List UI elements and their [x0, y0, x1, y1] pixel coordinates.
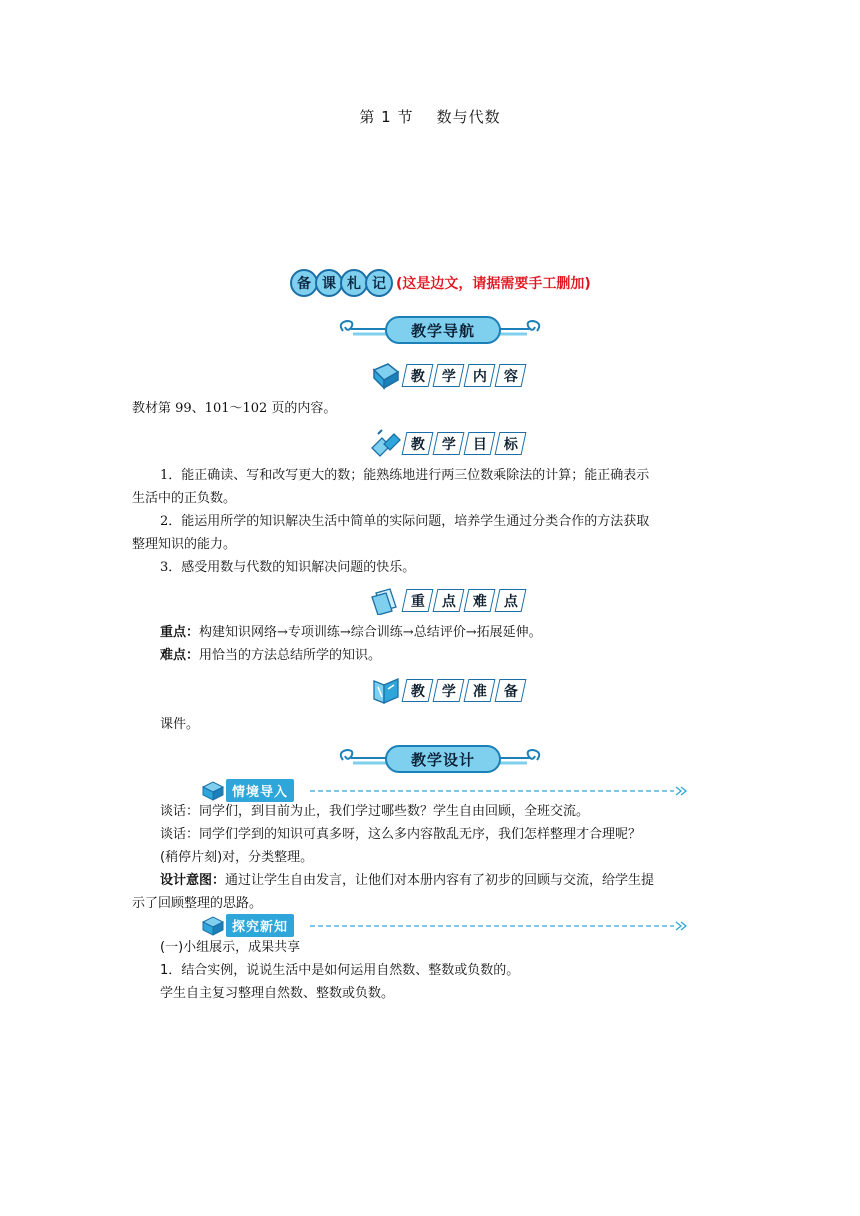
explore-line: 学生自主复习整理自然数、整数或负数。 [160, 986, 395, 1001]
tag-label: 情境导入 [226, 779, 294, 802]
design-intent-line: 示了回顾整理的思路。 [132, 896, 263, 911]
goal-line: 整理知识的能力。 [132, 537, 237, 552]
bubble-char: 课 [315, 269, 343, 297]
difficulty-text: 用恰当的方法总结所学的知识。 [199, 648, 382, 663]
cube-icon [200, 914, 226, 936]
dashed-line-arrow-icon [310, 786, 690, 796]
section-char: 点 [495, 589, 527, 612]
page-title [0, 106, 860, 127]
difficulty-line [160, 644, 760, 667]
goals-list [132, 464, 732, 579]
difficulty-label: 难点： [160, 648, 200, 663]
intro-line: 谈话：同学们学到的知识可真多呀，这么多内容散乱无序，我们怎样整理才合理呢？ [160, 827, 642, 842]
dashed-line-arrow-icon [310, 921, 690, 931]
section-char: 学 [433, 679, 465, 702]
tag-explore-new [200, 914, 294, 936]
section-char: 重 [402, 589, 434, 612]
section-char: 教 [402, 432, 434, 455]
design-intent-line [132, 869, 732, 892]
section-char: 内 [464, 364, 496, 387]
section-teaching-content [370, 360, 528, 390]
key-text: 构建知识网络→专项训练→综合训练→总结评价→拓展延伸。 [199, 625, 542, 640]
pen-books-icon [370, 428, 402, 458]
section-topic: 数与代数 [436, 108, 501, 126]
section-char: 学 [433, 432, 465, 455]
prep-text: 课件。 [160, 717, 200, 732]
section-char: 目 [464, 432, 496, 455]
explore-block [160, 936, 740, 1005]
banner-teaching-design [335, 742, 545, 774]
section-char: 备 [495, 679, 527, 702]
banner-title: 教学导航 [385, 316, 501, 344]
key-line [160, 621, 760, 644]
intro-block [160, 800, 740, 869]
section-char: 点 [433, 589, 465, 612]
section-teaching-goals [370, 428, 528, 458]
prep-text-block [160, 713, 760, 736]
goal-line: 1．能正确读、写和改写更大的数；能熟练地进行两三位数乘除法的计算；能正确表示 [160, 468, 650, 483]
key-label: 重点： [160, 625, 200, 640]
section-number: 第 1 节 [359, 108, 414, 126]
folder-icon [370, 675, 402, 705]
cube-icon [200, 779, 226, 801]
section-char: 学 [433, 364, 465, 387]
bubble-char: 札 [340, 269, 368, 297]
goal-line: 3．感受用数与代数的知识解决问题的快乐。 [160, 560, 416, 575]
tag-label: 探究新知 [226, 914, 294, 937]
content-text: 教材第 99、101～102 页的内容。 [132, 401, 337, 416]
intro-line: (稍停片刻)对，分类整理。 [160, 850, 314, 865]
goal-line: 生活中的正负数。 [132, 491, 237, 506]
book-icon [370, 360, 402, 390]
design-intent-label: 设计意图： [160, 873, 226, 888]
banner-teaching-nav [335, 313, 545, 345]
section-char: 教 [402, 364, 434, 387]
bubble-char: 记 [365, 269, 393, 297]
section-key-difficult [370, 585, 528, 615]
goal-line: 2．能运用所学的知识解决生活中简单的实际问题，培养学生通过分类合作的方法获取 [160, 514, 650, 529]
tag-scenario-intro [200, 779, 294, 801]
explore-line: 1．结合实例，说说生活中是如何运用自然数、整数或负数的。 [160, 963, 520, 978]
margin-note: (这是边文，请据需要手工删加) [396, 276, 591, 292]
banner-title: 教学设计 [385, 745, 501, 773]
section-char: 准 [464, 679, 496, 702]
intro-line: 谈话：同学们，到目前为止，我们学过哪些数？学生自由回顾，全班交流。 [160, 804, 590, 819]
explore-line: (一)小组展示，成果共享 [160, 940, 301, 955]
design-intent-block [132, 869, 732, 915]
content-text-block [132, 397, 732, 420]
design-intent-text: 通过让学生自由发言，让他们对本册内容有了初步的回顾与交流，给学生提 [225, 873, 655, 888]
section-char: 标 [495, 432, 527, 455]
lesson-notes-header [290, 268, 591, 298]
bubble-char: 备 [290, 269, 318, 297]
section-char: 容 [495, 364, 527, 387]
papers-icon [370, 585, 402, 615]
section-char: 难 [464, 589, 496, 612]
section-char: 教 [402, 679, 434, 702]
section-teaching-prep [370, 675, 528, 705]
keypoints-block [160, 621, 760, 667]
